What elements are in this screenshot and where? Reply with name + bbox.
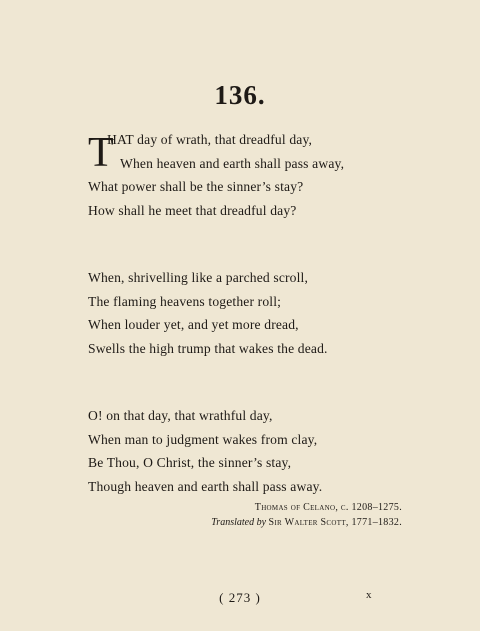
stanza-3-line-2: When man to judgment wakes from clay, [88,431,318,447]
stanza-1-line-2: When heaven and earth shall pass away, [120,155,345,171]
stanza-1-line-3: What power shall be the sinner’s stay? [88,179,304,194]
stanza-1-line-1: HAT day of wrath, that dreadful day, [107,132,313,147]
stanza-1-line-4: How shall he meet that dreadful day? [88,202,297,218]
attribution [211,500,402,530]
attribution-translator: Sir Walter Scott, 1771–1832. [268,517,402,528]
translated-by-label: Translated by [211,517,267,528]
stanza-3-line-3: Be Thou, O Christ, the sinner’s stay, [88,455,292,470]
stanza-3-line-1: O! on that day, that wrathful day, [88,408,273,423]
stanza-2 [88,266,448,360]
signature-mark: x [366,589,373,601]
stanza-3 [88,404,448,498]
poem-number: 136. [214,80,266,110]
stanza-3-line-4: Though heaven and earth shall pass away. [88,478,323,494]
stanza-2-line-4: Swells the high trump that wakes the dead. [88,340,328,356]
page-number: ( 273 ) [219,590,261,605]
attribution-author: Thomas of Celano, c. 1208–1275. [254,502,402,513]
stanza-2-line-3: When louder yet, and yet more dread, [88,317,299,332]
stanza-2-line-1: When, shrivelling like a parched scroll, [88,270,309,285]
stanza-2-line-2: The flaming heavens together roll; [88,293,282,309]
attribution-translator-line [211,515,402,530]
stanza-1 [88,128,448,224]
drop-cap: T [88,130,114,176]
